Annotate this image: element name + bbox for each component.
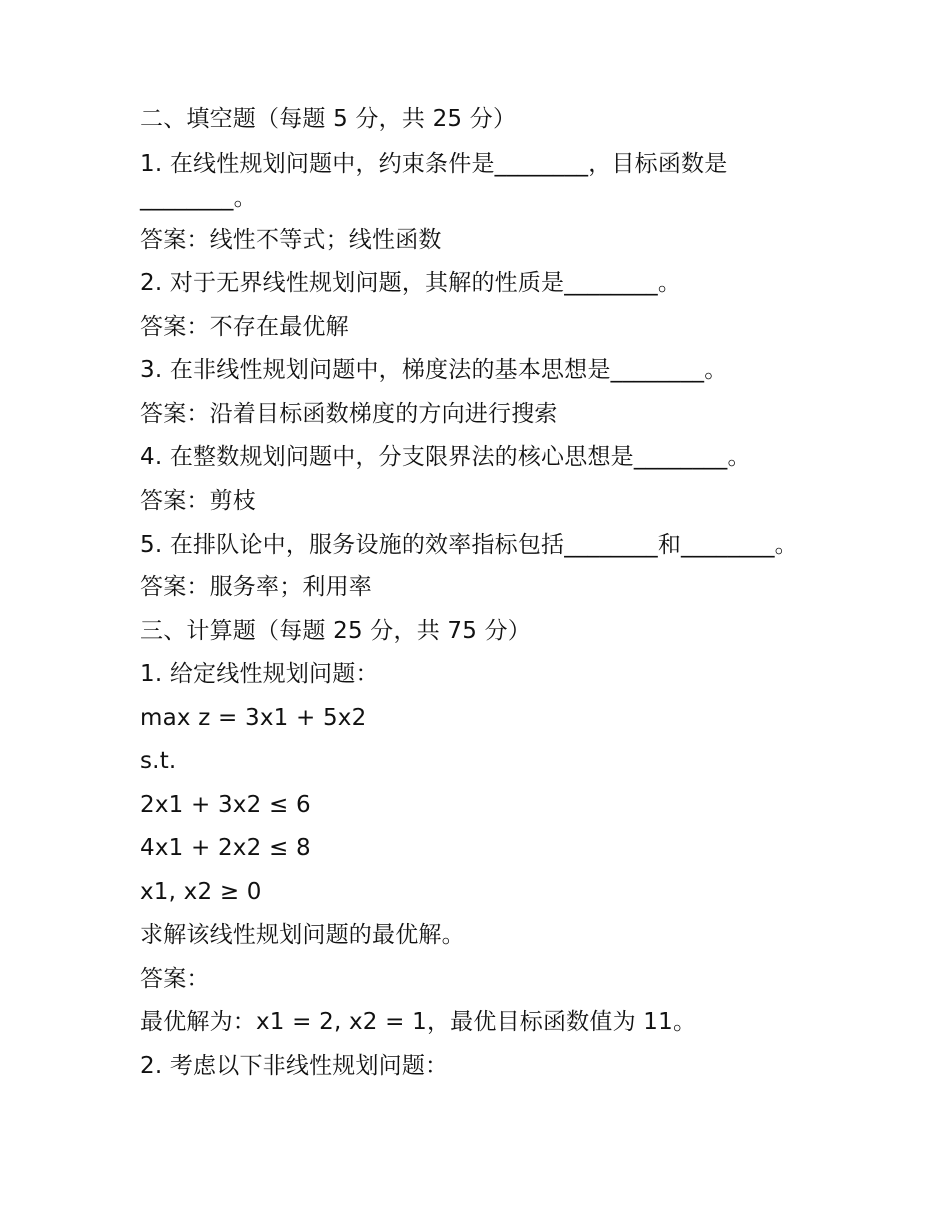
document-body — [140, 98, 820, 1088]
problem-statement: 2. 考虑以下非线性规划问题： — [140, 1052, 449, 1079]
problem-task: 求解该线性规划问题的最优解。 — [140, 922, 465, 948]
section-heading-fill-in: 二、填空题（每题 5 分，共 25 分） — [140, 106, 517, 132]
problem-statement: 1. 给定线性规划问题： — [140, 661, 379, 687]
question-text: 4. 在整数规划问题中，分支限界法的核心思想是________。 — [140, 444, 751, 470]
objective-function: max z = 3x1 + 5x2 — [140, 704, 367, 731]
question-text: 1. 在线性规划问题中，约束条件是________，目标函数是________。 — [140, 150, 728, 211]
question-text: 2. 对于无界线性规划问题，其解的性质是________。 — [140, 270, 682, 296]
section-heading-calculation: 三、计算题（每题 25 分，共 75 分） — [140, 617, 531, 644]
answer-text: 答案：线性不等式；线性函数 — [140, 226, 442, 253]
constraint: 4x1 + 2x2 ≤ 8 — [140, 835, 311, 861]
answer-text: 答案：服务率；利用率 — [140, 574, 372, 600]
answer-text: 答案：不存在最优解 — [140, 313, 349, 340]
constraint: 2x1 + 3x2 ≤ 6 — [140, 791, 311, 818]
answer-label: 答案： — [140, 965, 210, 992]
question-text: 5. 在排队论中，服务设施的效率指标包括________和________。 — [140, 532, 798, 558]
answer-text: 最优解为：x1 = 2, x2 = 1，最优目标函数值为 11。 — [140, 1009, 697, 1035]
nonnegativity-constraint: x1, x2 ≥ 0 — [140, 878, 262, 905]
subject-to-label: s.t. — [140, 748, 177, 774]
answer-text: 答案：沿着目标函数梯度的方向进行搜索 — [140, 400, 558, 427]
answer-text: 答案：剪枝 — [140, 487, 256, 514]
question-text: 3. 在非线性规划问题中，梯度法的基本思想是________。 — [140, 357, 728, 383]
